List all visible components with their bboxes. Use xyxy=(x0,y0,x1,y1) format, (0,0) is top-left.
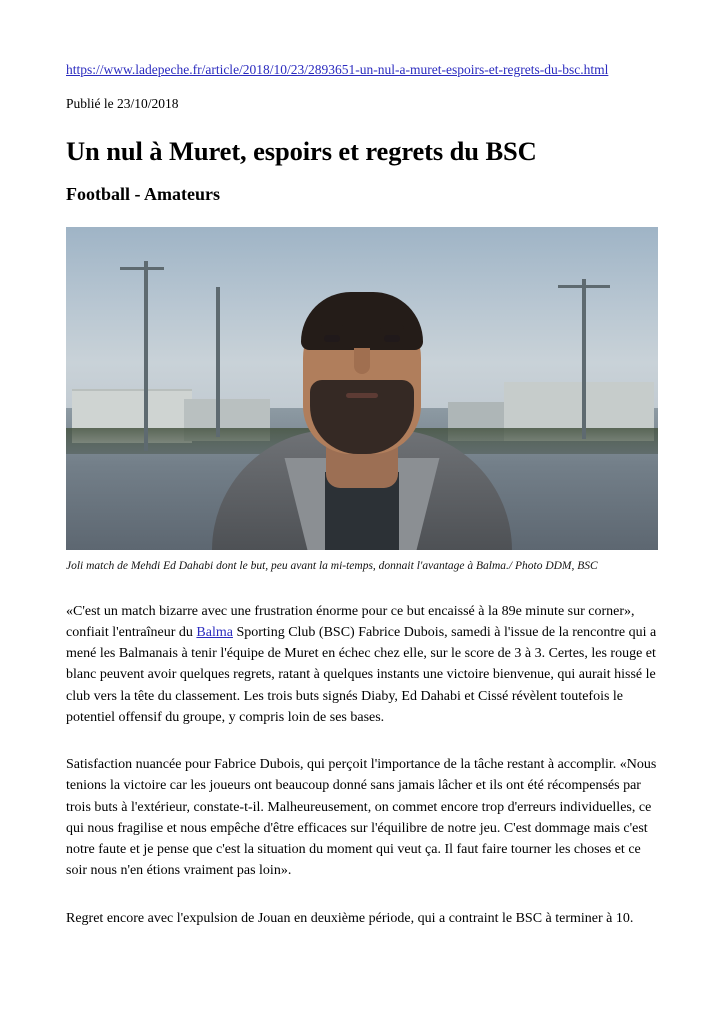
article-paragraph-1 xyxy=(66,601,658,729)
article-photo xyxy=(66,227,658,550)
balma-link[interactable]: Balma xyxy=(196,624,233,640)
photo-pole-crossarm-2 xyxy=(558,285,610,288)
photo-light-pole-1 xyxy=(144,261,148,451)
photo-person-hair xyxy=(301,292,423,350)
photo-person-brow-right xyxy=(380,325,404,330)
photo-person-eye-right xyxy=(384,335,400,342)
article-figure xyxy=(66,227,658,574)
photo-person-brow-left xyxy=(320,325,344,330)
figure-caption: Joli match de Mehdi Ed Dahabi dont le but, peu avant la mi-temps, donnait l'avantage à Balma./ Photo DDM, BSC xyxy=(66,560,598,573)
page-title: Un nul à Muret, espoirs et regrets du BSC xyxy=(66,136,537,167)
photo-pole-crossarm-1 xyxy=(120,267,164,270)
paragraph-1-text-a: «C'est un match bizarre avec une frustration énorme pour ce but encaissé à la 89e minute sur corner», confiait l'entraîneur du xyxy=(66,603,635,640)
article-paragraph-3: Regret encore avec l'expulsion de Jouan en deuxième période, qui a contraint le BSC à terminer à 10. xyxy=(66,910,634,926)
photo-person-nose xyxy=(354,348,370,374)
paragraph-1-text-b: Sporting Club (BSC) Fabrice Dubois, samedi à l'issue de la rencontre qui a mené les Balmanais à tenir l'équipe de Muret en échec chez elle, sur le score de 3 à 3. Certes, les rouge et blanc peuvent avoir quelques regrets, ratant à quelques instants une victoire bienvenue, qui aurait hissé le club vers la tête du classement. Les trois buts signés Diaby, Ed Dahabi et Cissé révèlent toutefois le potentiel offensif du groupe, y compris loin de ses bases. xyxy=(66,624,657,725)
publication-date: Publié le 23/10/2018 xyxy=(66,96,179,112)
photo-person-mouth xyxy=(346,393,378,398)
photo-person xyxy=(212,250,512,550)
article-category: Football - Amateurs xyxy=(66,183,220,204)
photo-light-pole-3 xyxy=(582,279,586,439)
photo-person-eye-left xyxy=(324,335,340,342)
source-url-link[interactable]: https://www.ladepeche.fr/article/2018/10/23/2893651-un-nul-a-muret-espoirs-et-regrets-du-bsc.html xyxy=(66,62,609,77)
article-paragraph-2: Satisfaction nuancée pour Fabrice Dubois, qui perçoit l'importance de la tâche restant à accomplir. «Nous tenions la victoire car les joueurs ont beaucoup donné sans jamais lâcher et ils ont été récompensés par trois buts à l'extérieur, constate-t-il. Malheureusement, on commet encore trop d'erreurs individuelles, ce qui nous fragilise et nous empêche d'être efficaces sur l'équilibre de notre jeu. C'est dommage mais c'est notre faute et je pense que c'est la situation du moment qui veut ça. Il faut faire tourner les choses et ce soir nous n'en étions vraiment pas loin». xyxy=(66,757,657,879)
